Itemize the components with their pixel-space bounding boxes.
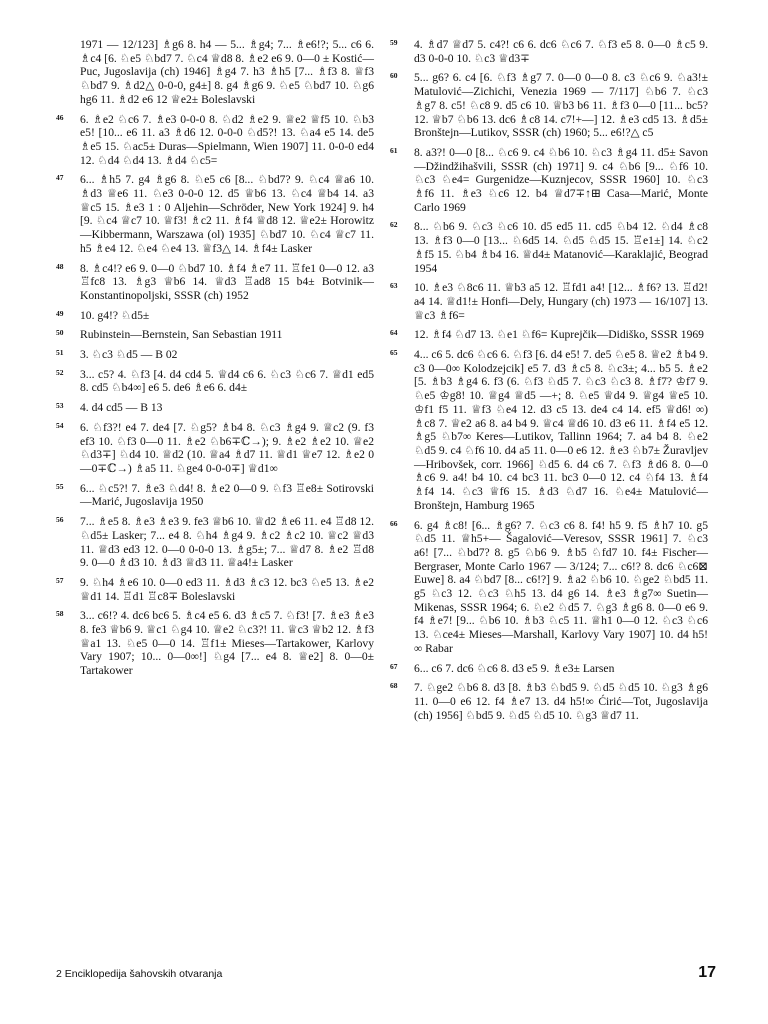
note — [56, 401, 374, 415]
note — [56, 173, 374, 255]
note-text: Rubinstein—Bernstein, San Sebastian 1911 — [80, 328, 283, 342]
note — [56, 309, 374, 323]
note-text: 4... c6 5. dc6 ♘c6 6. ♘f3 [6. d4 e5! 7. de5 ♘e5 8. ♕e2 ♗b4 9. c3 0—0∞ Kolodzejcik] e5 7. d3 ♗c5 8. ♘c3±; 4... b5 5. ♗e2 [5. ♗b3 ♗g4 6. f3 (6. ♘f3 ♘d5 7. ♘c3 ♘c3 8. ♗f7? ♔f7 9. ♘e5 ♔g8! 10. ♕g4 ♕d5 —+; 8. ♘e5 ♕d4 9. ♕g4 ♕e5 10. ♔f1 f5 11. ♕f3 ♘e4 12. d3 c5 13. de4 c4 14. ef5 ♕d6! ∞) ♗c8 7. ♕e2 a6 8. a4 b4 9. ♕c4 ♕d6 10. d3 e6 11. ♗f4 e5 12. ♗g5 ♘b7∞ Keres—Lutikov, Tallinn 1964; 7. a4 b4 8. ♘e2 ♘d5 9. c4 ♘f6 10. d4 a5 11. 0—0 e6 12. ♗e3 ♘b7± Žuravljev—Hribovšek, corr. 1966] ♘d5 6. d4 c6 7. ♘f3 ♗d6 8. 0—0 ♗c6 9. a4! b4 10. c4 bc3 11. bc3 0—0 12. c4 ♘f4 13. ♗f4 ♗f4 14. ♘c3 ♕f6 15. ♗d3 ♘d7 16. ♘e4± Matulović—Bronštejn, Hamburg 1965 — [414, 348, 708, 512]
note-text: 1971 — 12/123] ♗g6 8. h4 — 5... ♗g4; 7... ♗e6!?; 5... c6 6. ♗c4 [6. ♘e5 ♘bd7 7. ♘c4 ♕d8 8. ♗e2 e6 9. 0—0 ± Kostić—Puc, Jugoslavija (ch) 1946] ♗g4 7. h3 ♗h5 [7... ♗f3 8. ♕f3 ♘bd7 9. ♗d2△ 0-0-0, g4±] 8. g4 ♗g6 9. ♘e5 ♘bd7 10. ♘g6 hg6 11. ♗d2 e6 12 ♕e2± Boleslavski — [80, 38, 374, 106]
page-footer — [56, 964, 716, 986]
note-text: 6... ♘c5?! 7. ♗e3 ♘d4! 8. ♗e2 0—0 9. ♘f3 ♖e8± Sotirovski—Marić, Jugoslavija 1950 — [80, 481, 374, 509]
note — [56, 328, 374, 342]
note-number: 59 — [390, 38, 398, 47]
note — [56, 368, 374, 395]
note — [390, 348, 708, 512]
left-column — [56, 38, 374, 684]
note-number: 47 — [56, 173, 64, 183]
note-text: 6. g4 ♗c8! [6... ♗g6? 7. ♘c3 c6 8. f4! h5 9. f5 ♗h7 10. g5 ♘d5 11. ♕h5+— Šagalović—Veresov, SSSR 1961] 7. ♘c3 a6! [7... ♘bd7? 8. g5 ♘b6 9. ♗b5 ♘fd7 10. f4± Fischer—Bergraser, Monte Carlo 1967 — 3/124; 7... c6!? 8. dc6 ♘c6⊠ Euwe] 8. a4 ♘bd7 [8... c6!?] 9. ♗a2 ♘b6 10. ♘ge2 ♘bd5 11. g5 ♘c3 12. ♘c3 ♘h5 13. d4 g6 14. ♗e3 ♗g7∞ Suetin—Mikenas, SSSR 1964; 6. ♘e2 ♘d5 7. ♘g3 ♗g6 8. 0—0 e6 9. f4 ♗e7! [9... ♘b6 10. ♗b3 ♘c5 11. ♕h1 0—0 12. ♘c3 ♘c6 13. ♘ce4± Mieses—Marshall, Karlovy Vary 1907] 10. d4 h5!∞ Rabar — [414, 518, 708, 655]
note-text: 6... c6 7. dc6 ♘c6 8. d3 e5 9. ♗e3± Larsen — [414, 661, 615, 675]
note-text: 8. ♗c4!? e6 9. 0—0 ♘bd7 10. ♗f4 ♗e7 11. ♖fe1 0—0 12. a3 ♖fc8 13. ♗g3 ♕b6 14. ♕d3 ♖ad8 15 b4± Botvinik—Konstantinopoljski, SSSR (ch) 1952 — [80, 261, 374, 302]
note-number: 51 — [56, 348, 64, 358]
note-text: 6. ♘f3?! e4 7. de4 [7. ♘g5? ♗b4 8. ♘c3 ♗g4 9. ♕c2 (9. f3 ef3 10. ♘f3 0—0 11. ♗e2 ♘b6∓ℂ→); 9. ♗e2 ♗e2 10. ♕e2 ♘d3∓] ♘d4 10. ♕d2 (10. ♕a4 ♗d7 11. ♕d1 ♕e7 12. ♗e2 0—0∓ℂ→) ♗a5 11. ♘ge4 0-0-0∓] ♕d1∞ — [80, 420, 374, 475]
note-text: 10. g4!? ♘d5± — [80, 308, 150, 322]
note-text: 3... c5? 4. ♘f3 [4. d4 cd4 5. ♕d4 c6 6. ♘c3 ♘c6 7. ♕d1 ed5 8. cd5 ♘b4∞] e6 5. de6 ♗e6 6. d4± — [80, 367, 374, 395]
note — [56, 38, 374, 107]
note-text: 3... c6!? 4. dc6 bc6 5. ♗c4 e5 6. d3 ♗c5 7. ♘f3! [7. ♗e3 ♗e3 8. fe3 ♕b6 9. ♕c1 ♘g4 10. ♕e2 ♘c3?! 11. ♕c3 ♕b2 12. ♗f3 ♕a1 13. ♘e5 0—0 14. ♖f1± Mieses—Tartakower, Karlovy Vary 1907; 10... 0—0∞!] ♘g4 [7... e4 8. ♕e2] 8. 0—0± Tartakower — [80, 609, 374, 678]
note — [56, 515, 374, 570]
note-number: 58 — [56, 609, 64, 619]
note-number: 65 — [390, 348, 398, 358]
note — [390, 220, 708, 275]
note-number: 60 — [390, 71, 398, 81]
note-text: 9. ♘h4 ♗e6 10. 0—0 ed3 11. ♗d3 ♗c3 12. bc3 ♘e5 13. ♗e2 ♕d1 14. ♖d1 ♖c8∓ Boleslavski — [80, 575, 374, 603]
note — [390, 281, 708, 322]
note-number: 53 — [56, 401, 64, 411]
note-number: 55 — [56, 481, 64, 491]
note — [56, 421, 374, 476]
note-number: 63 — [390, 281, 398, 291]
note-number: 54 — [56, 420, 64, 430]
right-column — [390, 38, 708, 728]
note-text: 7. ♘ge2 ♘b6 8. d3 [8. ♗b3 ♘bd5 9. ♘d5 ♘d5 10. ♘g3 ♗g6 11. 0—0 e6 12. f4 ♗e7 13. d4 h5!∞ Ćirić—Tot, Jugoslavija (ch) 1956] ♘bd5 9. ♘d5 ♘d5 10. ♘g3 ♕d7 11. — [414, 681, 708, 722]
page — [56, 38, 716, 988]
note — [56, 482, 374, 509]
note-text: 10. ♗e3 ♘8c6 11. ♕b3 a5 12. ♖fd1 a4! [12... ♗f6? 13. ♖d2! a4 14. ♕d1!± Honfi—Dely, Hungary (ch) 1973 — 16/107] 13. ♕c3 ♗f6= — [414, 281, 708, 322]
note-number: 61 — [390, 145, 398, 155]
note-number: 62 — [390, 220, 398, 230]
page-number: 17 — [698, 964, 716, 981]
note-number: 68 — [390, 681, 398, 691]
note — [390, 146, 708, 215]
note — [390, 38, 708, 65]
note-text: 6. ♗e2 ♘c6 7. ♗e3 0-0-0 8. ♘d2 ♗e2 9. ♕e2 ♕f5 10. ♘b3 e5! [10... e6 11. a3 ♗d6 12. 0-0-0 ♘d5?! 13. ♘a4 e5 14. de5 ♗e5 15. ♘ac5± Duras—Spielmann, Wien 1907] 11. 0-0-0 ed4 12. ♘d4 ♘d4 13. ♗d4 ♘c5= — [80, 112, 374, 167]
note-number: 56 — [56, 515, 64, 525]
note — [56, 609, 374, 678]
note-number: 66 — [390, 518, 398, 528]
note-number: 50 — [56, 328, 64, 338]
note-text: 7... ♗e5 8. ♗e3 ♗e3 9. fe3 ♕b6 10. ♕d2 ♗e6 11. e4 ♖d8 12. ♘d5± Lasker; 7... e4 8. ♘h4 ♗g4 9. ♗c2 ♗c2 10. ♕c2 ♕d3 11. ♕d3 ed3 12. 0—0 0-0-0 13. ♗g5±; 7... ♕d7 8. ♗e2 ♖d8 9. 0—0 ♗d3 10. ♗d3 ♕d3 11. ♕a4!± Lasker — [80, 515, 374, 570]
note-number: 52 — [56, 367, 64, 377]
note — [56, 262, 374, 303]
note-text: 4. d4 cd5 — B 13 — [80, 401, 163, 415]
note-text: 3. ♘c3 ♘d5 — B 02 — [80, 348, 178, 362]
note-number: 48 — [56, 261, 64, 271]
note — [56, 576, 374, 603]
note — [390, 519, 708, 656]
note — [390, 71, 708, 140]
note — [390, 328, 708, 342]
note-text: 6... ♗h5 7. g4 ♗g6 8. ♘e5 c6 [8... ♘bd7? 9. ♘c4 ♕a6 10. ♗d3 ♕e6 11. ♘e3 0-0-0 12. d5 ♕b6 13. ♘c4 ♕b4 14. a3 ♕c5 15. ♗e3 1 : 0 Aljehin—Schröder, New York 1924] 9. h4 [9. ♘c4 ♕c7 10. ♕f3! ♗c2 11. ♗f4 ♕d8 12. ♕e2± Horowitz—Kibbermann, Warszawa (ol) 1935] ♘bd7 10. ♘c4 ♕c7 11. h5 ♗e4 12. ♘e4 ♘e4 13. ♕f3△ 14. ♗f4± Lasker — [80, 173, 374, 255]
note — [56, 113, 374, 168]
note-text: 8... ♘b6 9. ♘c3 ♘c6 10. d5 ed5 11. cd5 ♘b4 12. ♘d4 ♗c8 13. ♗f3 0—0 [13... ♘6d5 14. ♘d5 ♘d5 15. ♖e1±] 14. ♘c2 ♗f5 15. ♘b4 ♗b4 16. ♕d4± Matanović—Karaklajić, Beograd 1954 — [414, 220, 708, 275]
note-number: 57 — [56, 575, 64, 585]
note — [390, 681, 708, 722]
note-text: 4. ♗d7 ♕d7 5. c4?! c6 6. dc6 ♘c6 7. ♘f3 e5 8. 0—0 ♗c5 9. d3 0-0-0 10. ♘c3 ♕d3∓ — [414, 38, 708, 65]
note-text: 12. ♗f4 ♘d7 13. ♘e1 ♘f6= Kuprejčik—Didiško, SSSR 1969 — [414, 328, 704, 342]
note-text: 8. a3?! 0—0 [8... ♘c6 9. c4 ♘b6 10. ♘c3 ♗g4 11. d5± Savon—Džindžihašvili, SSSR (ch) 1971] 9. c4 ♘b6 [9... ♘f6 10. ♘c3 ♘e4= Gurgenidze—Kuznjecov, SSSR 1960] 10. ♘c3 ♗f6 11. ♗e3 ♘c6 12. b4 ♕d7∓↑⊞ Casa—Marić, Monte Carlo 1969 — [414, 145, 708, 214]
footer-book-title: 2 Enciklopedija šahovskih otvaranja — [56, 968, 223, 980]
note-number: 64 — [390, 328, 398, 338]
note — [56, 348, 374, 362]
note-number: 46 — [56, 112, 64, 122]
note — [390, 662, 708, 676]
note-text: 5... g6? 6. c4 [6. ♘f3 ♗g7 7. 0—0 0—0 8. c3 ♘c6 9. ♘a3!± Matulović—Zichichi, Venezia 1969 — 7/117] ♘b6 7. ♘c3 ♗g7 8. c5! ♘c8 9. d5 c6 10. ♕b3 b6 11. ♗f3 0—0 [11... bc5? 12. ♕b7 ♘b6 13. dc6 ♗c8 14. c7!+—] 12. ♗e3 cd5 13. ♗d5± Bronštejn—Lutikov, SSSR (ch) 1960; 5... e6!?△ c5 — [414, 71, 708, 140]
note-number: 67 — [390, 661, 398, 671]
note-number: 49 — [56, 308, 64, 318]
